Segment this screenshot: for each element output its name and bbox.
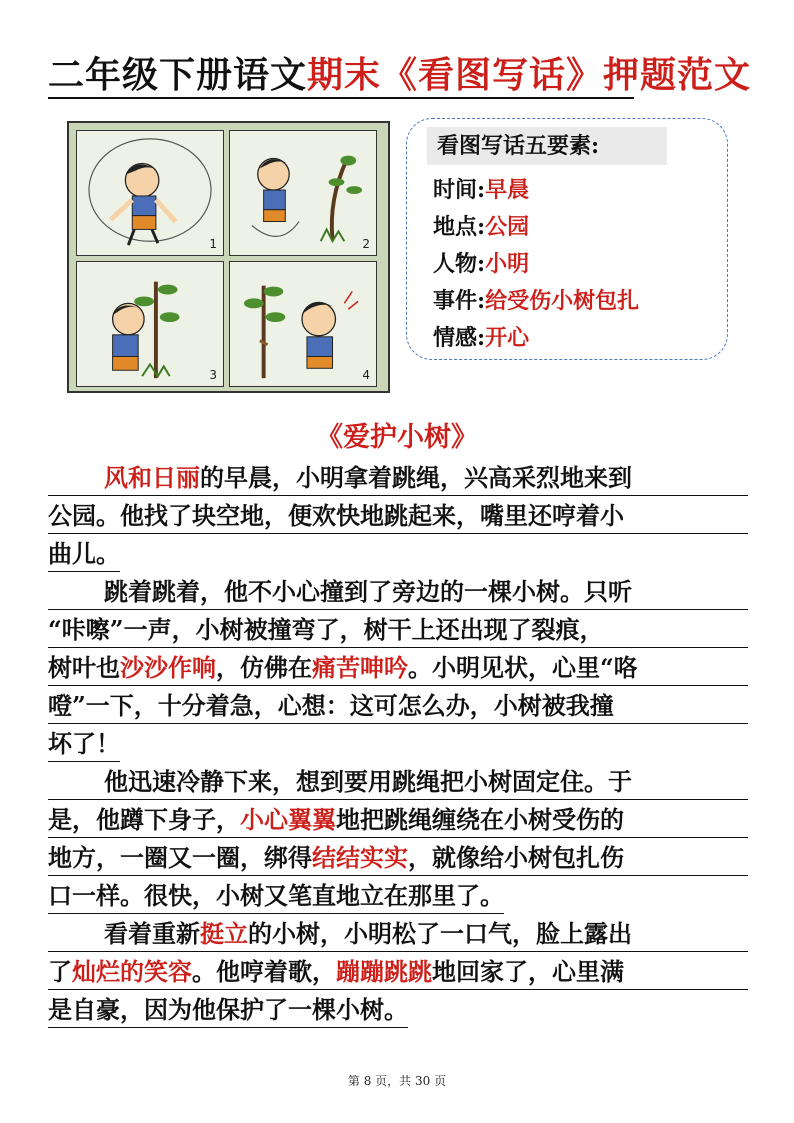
element-label: 时间:: [433, 177, 486, 203]
comic-panel-1: [76, 130, 224, 256]
essay-text: ，就像给小树包扎伤: [408, 843, 624, 872]
essay-text: 树叶也: [48, 653, 120, 682]
essay-text: 。小明见状，心里“咯: [408, 653, 638, 682]
title-underline: [48, 97, 634, 99]
title-black-part: 二年级下册语文: [48, 55, 308, 96]
element-value: 给受伤小树包扎: [485, 288, 640, 314]
element-value: 早晨: [485, 177, 530, 203]
boy-goes-home-happy-illustration: [230, 262, 376, 386]
element-value: 小明: [485, 251, 530, 277]
comic-strip: [67, 121, 390, 393]
essay-line: 口一样。很快，小树又笔直地立在那里了。: [48, 878, 504, 914]
essay-line: 曲儿。: [48, 536, 120, 572]
essay-line: [48, 650, 748, 686]
essay-text: 了: [48, 957, 72, 986]
element-label: 人物:: [433, 251, 486, 277]
essay-line: “咔嚓”一声，小树被撞弯了，树干上还出现了裂痕，: [48, 612, 748, 648]
essay-text: 。他哼着歌，: [192, 957, 336, 986]
boy-ties-tree-illustration: [77, 262, 223, 386]
essay-text: 地回家了，心里满: [432, 957, 624, 986]
element-label: 事件:: [433, 288, 486, 314]
essay-text: 的小树，小明松了一口气，脸上露出: [248, 919, 632, 948]
highlight-phrase: 挺立: [200, 919, 248, 948]
page-title: [48, 52, 752, 100]
element-value: 公园: [485, 214, 530, 240]
essay-text: 的早晨，小明拿着跳绳，兴高采烈地来到: [200, 463, 632, 492]
essay-line: [48, 840, 748, 876]
essay-body: [48, 460, 748, 1028]
element-row-character: [433, 249, 529, 279]
page-footer: 第 8 页，共 30 页: [347, 1074, 447, 1088]
panel-number-1: 1: [209, 237, 217, 251]
highlight-phrase: 蹦蹦跳跳: [336, 957, 432, 986]
element-label: 情感:: [433, 325, 486, 351]
five-elements-box: [406, 118, 728, 360]
element-row-emotion: [433, 323, 529, 353]
essay-text: ，仿佛在: [216, 653, 312, 682]
panel-number-2: 2: [362, 237, 370, 251]
panel-number-4: 4: [362, 368, 370, 382]
essay-line: 噔”一下，十分着急，心想：这可怎么办，小树被我撞: [48, 688, 748, 724]
comic-panel-4: [229, 261, 377, 387]
essay-line: 公园。他找了块空地，便欢快地跳起来，嘴里还哼着小: [48, 498, 748, 534]
essay-text: 看着重新: [104, 919, 200, 948]
five-elements-heading: 看图写话五要素:: [427, 127, 667, 165]
highlight-phrase: 痛苦呻吟: [312, 653, 408, 682]
highlight-phrase: 风和日丽: [104, 463, 200, 492]
comic-panel-2: [229, 130, 377, 256]
essay-line: 他迅速冷静下来，想到要用跳绳把小树固定住。于: [48, 764, 748, 800]
highlight-phrase: 沙沙作响: [120, 653, 216, 682]
essay-line: 坏了！: [48, 726, 120, 762]
boy-jumping-rope-illustration: [77, 131, 223, 255]
element-row-place: [433, 212, 529, 242]
highlight-phrase: 小心翼翼: [240, 805, 336, 834]
essay-line: [48, 954, 748, 990]
essay-text: 地把跳绳缠绕在小树受伤的: [336, 805, 624, 834]
essay-title: 《爱护小树》: [316, 422, 478, 453]
comic-panel-3: [76, 261, 224, 387]
essay-line: [48, 802, 748, 838]
element-row-time: [433, 175, 529, 205]
essay-text: 是，他蹲下身子，: [48, 805, 240, 834]
essay-line: 跳着跳着，他不小心撞到了旁边的一棵小树。只听: [48, 574, 748, 610]
essay-line: [48, 460, 748, 496]
highlight-phrase: 灿烂的笑容: [72, 957, 192, 986]
highlight-phrase: 结结实实: [312, 843, 408, 872]
element-row-event: [433, 286, 639, 316]
element-label: 地点:: [433, 214, 486, 240]
title-red-part: 期末《看图写话》押题范文: [307, 55, 752, 96]
essay-line: [48, 916, 748, 952]
essay-line: 是自豪，因为他保护了一棵小树。: [48, 992, 408, 1028]
essay-text: 地方，一圈又一圈，绑得: [48, 843, 312, 872]
panel-number-3: 3: [209, 368, 217, 382]
element-value: 开心: [485, 325, 530, 351]
boy-hits-tree-illustration: [230, 131, 376, 255]
